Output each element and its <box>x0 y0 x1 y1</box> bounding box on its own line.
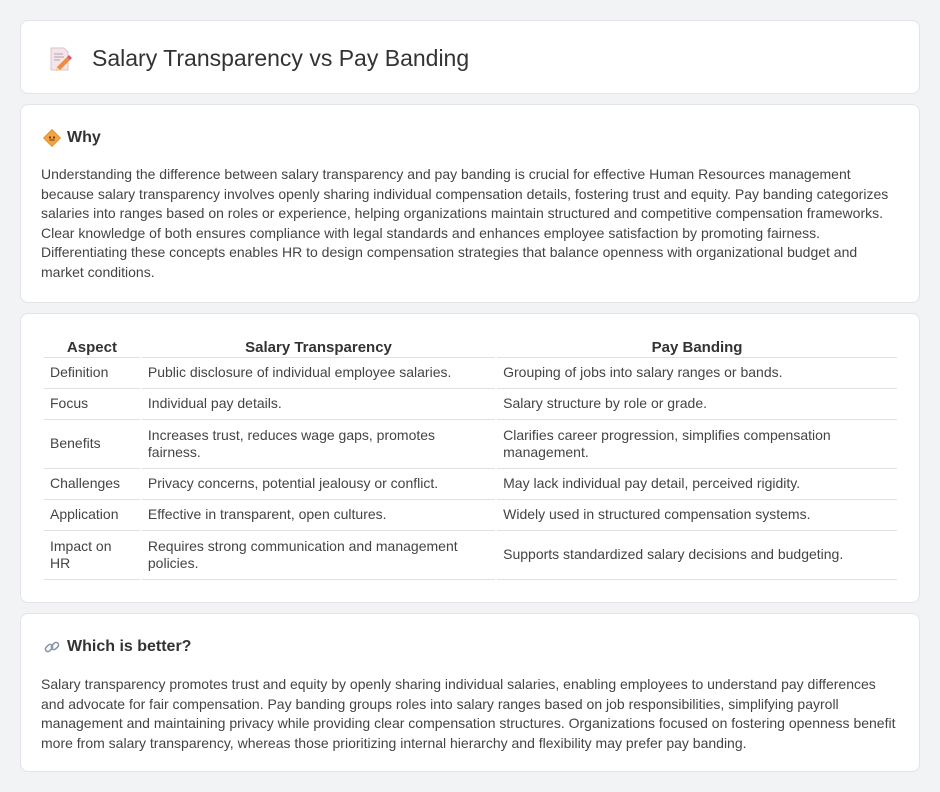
pay-banding-cell: Grouping of jobs into salary ranges or bands. <box>497 358 897 389</box>
aspect-cell: Focus <box>44 389 140 420</box>
which-better-text: Salary transparency promotes trust and equity by openly sharing individual salaries, enabling employees to understand pay differences and advocate for fair compensation. Pay banding groups roles into salary ranges based on job responsibilities, simplifying payroll management and maintaining privacy while providing clear compensation structures. Organizations focused on fostering openness benefit more from salary transparency, whereas those prioritizing internal hierarchy and flexibility may prefer pay banding. <box>41 676 896 751</box>
why-card <box>20 104 920 303</box>
which-better-card <box>20 613 920 772</box>
salary-transparency-cell: Increases trust, reduces wage gaps, promotes fairness. <box>142 420 495 469</box>
aspect-cell: Application <box>44 500 140 531</box>
salary-transparency-cell: Effective in transparent, open cultures. <box>142 500 495 531</box>
column-header: Salary Transparency <box>142 336 495 358</box>
salary-transparency-cell: Individual pay details. <box>142 389 495 420</box>
which-better-title: Which is better? <box>67 638 192 655</box>
column-header: Pay Banding <box>497 336 897 358</box>
document-pencil-icon <box>47 46 73 72</box>
title-row <box>47 45 469 72</box>
link-icon <box>43 638 61 656</box>
table-row <box>44 389 897 420</box>
table-row <box>44 531 897 580</box>
aspect-cell: Challenges <box>44 469 140 500</box>
pay-banding-cell: Salary structure by role or grade. <box>497 389 897 420</box>
page-title: Salary Transparency vs Pay Banding <box>92 45 470 71</box>
diamond-sign-icon <box>43 129 61 147</box>
pay-banding-cell: Widely used in structured compensation systems. <box>497 500 897 531</box>
salary-transparency-cell: Public disclosure of individual employee salaries. <box>142 358 495 389</box>
table-row <box>44 500 897 531</box>
comparison-card <box>20 313 920 603</box>
which-better-heading <box>43 638 191 656</box>
pay-banding-cell: Clarifies career progression, simplifies compensation management. <box>497 420 897 469</box>
salary-transparency-cell: Privacy concerns, potential jealousy or conflict. <box>142 469 495 500</box>
column-header: Aspect <box>44 336 140 358</box>
aspect-cell: Impact on HR <box>44 531 140 580</box>
aspect-cell: Benefits <box>44 420 140 469</box>
comparison-table <box>42 336 899 580</box>
pay-banding-cell: May lack individual pay detail, perceived rigidity. <box>497 469 897 500</box>
table-row <box>44 358 897 389</box>
title-card <box>20 20 920 94</box>
why-title: Why <box>67 129 101 146</box>
table-header-row <box>44 336 897 358</box>
why-heading <box>43 129 101 147</box>
aspect-cell: Definition <box>44 358 140 389</box>
salary-transparency-cell: Requires strong communication and management policies. <box>142 531 495 580</box>
why-text: Understanding the difference between salary transparency and pay banding is crucial for effective Human Resources management because salary transparency involves openly sharing individual compensation details, fostering trust and equity. Pay banding categorizes salaries into ranges based on roles or experience, helping organizations maintain structured and competitive compensation frameworks. Clear knowledge of both ensures compliance with legal standards and enhances employee satisfaction by promoting fairness. Differentiating these concepts enables HR to design compensation strategies that balance openness with organizational budget and market conditions. <box>41 166 889 280</box>
pay-banding-cell: Supports standardized salary decisions and budgeting. <box>497 531 897 580</box>
table-row <box>44 469 897 500</box>
table-row <box>44 420 897 469</box>
